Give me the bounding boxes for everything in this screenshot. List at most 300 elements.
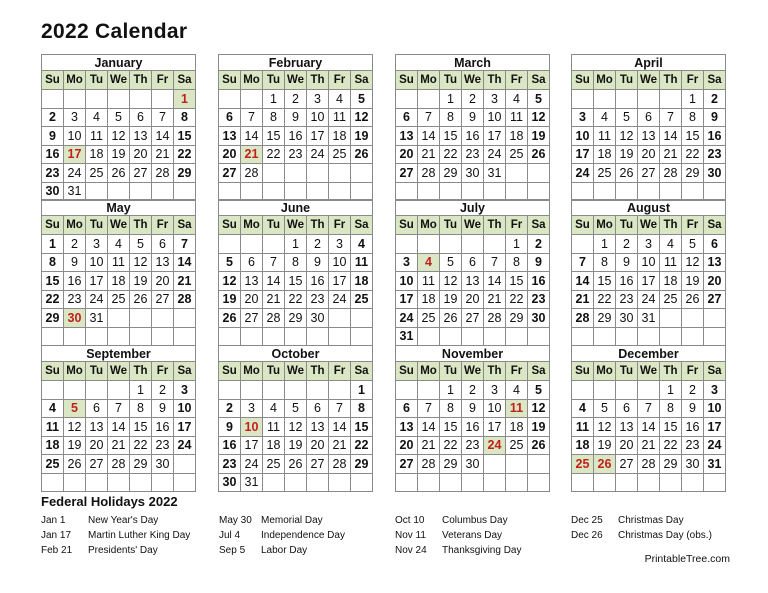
month-name: September (41, 345, 196, 361)
day-cell: 10 (572, 127, 594, 146)
day-cell (528, 164, 550, 183)
day-cell (263, 164, 285, 183)
weekday-header: Th (307, 71, 329, 90)
weekday-header: Th (484, 71, 506, 90)
day-cell: 13 (616, 418, 638, 437)
month-april (571, 54, 726, 201)
holiday-row (571, 513, 712, 528)
day-cell: 5 (64, 399, 86, 418)
day-cell: 25 (86, 164, 108, 183)
day-cell: 19 (616, 145, 638, 164)
day-cell: 1 (130, 381, 152, 400)
day-cell: 29 (285, 309, 307, 328)
day-cell (108, 473, 130, 492)
day-cell: 25 (108, 290, 130, 309)
day-cell: 9 (219, 418, 241, 437)
day-cell: 16 (285, 127, 307, 146)
day-cell: 19 (594, 436, 616, 455)
day-cell: 23 (616, 290, 638, 309)
day-cell: 18 (329, 127, 351, 146)
day-cell: 7 (638, 399, 660, 418)
day-cell: 4 (506, 90, 528, 109)
weekday-header: We (462, 71, 484, 90)
day-cell: 11 (594, 127, 616, 146)
day-cell: 16 (42, 145, 64, 164)
day-cell: 30 (152, 455, 174, 474)
day-cell: 12 (108, 127, 130, 146)
weekday-header: Tu (440, 362, 462, 381)
day-cell: 28 (174, 290, 196, 309)
day-cell: 22 (660, 436, 682, 455)
day-cell: 15 (440, 418, 462, 437)
weekday-header: Fr (682, 71, 704, 90)
day-cell: 3 (638, 235, 660, 254)
day-cell: 20 (638, 145, 660, 164)
weekday-header: Th (484, 362, 506, 381)
day-cell (174, 473, 196, 492)
weekday-header: We (285, 71, 307, 90)
day-cell: 19 (285, 436, 307, 455)
day-cell: 31 (396, 327, 418, 346)
holiday-column (571, 513, 712, 543)
day-cell (86, 182, 108, 201)
weekday-header: Tu (263, 216, 285, 235)
day-cell: 28 (660, 164, 682, 183)
day-cell (329, 182, 351, 201)
holiday-row (41, 528, 190, 543)
month-name: October (218, 345, 373, 361)
weekday-header: Sa (704, 71, 726, 90)
day-cell: 1 (506, 235, 528, 254)
day-cell (241, 235, 263, 254)
day-cell: 7 (484, 253, 506, 272)
day-cell (704, 473, 726, 492)
day-cell: 26 (528, 145, 550, 164)
day-cell (484, 455, 506, 474)
month-name: May (41, 199, 196, 215)
day-cell: 23 (462, 436, 484, 455)
day-cell: 11 (329, 108, 351, 127)
day-cell (704, 309, 726, 328)
day-cell: 8 (174, 108, 196, 127)
day-cell (351, 182, 373, 201)
day-cell: 28 (263, 309, 285, 328)
day-cell: 16 (462, 418, 484, 437)
day-cell: 22 (506, 290, 528, 309)
day-cell (351, 309, 373, 328)
day-cell (484, 473, 506, 492)
day-cell: 18 (263, 436, 285, 455)
day-cell: 19 (64, 436, 86, 455)
day-cell: 18 (418, 290, 440, 309)
day-cell (682, 182, 704, 201)
day-cell: 7 (263, 253, 285, 272)
day-cell: 6 (396, 399, 418, 418)
day-cell: 3 (572, 108, 594, 127)
day-cell (594, 381, 616, 400)
day-cell (219, 327, 241, 346)
day-cell (64, 90, 86, 109)
day-cell: 19 (219, 290, 241, 309)
day-cell: 31 (86, 309, 108, 328)
day-cell: 4 (418, 253, 440, 272)
day-cell: 17 (484, 127, 506, 146)
weekday-header: Mo (241, 71, 263, 90)
day-cell (704, 182, 726, 201)
day-cell: 17 (396, 290, 418, 309)
month-name: February (218, 54, 373, 70)
day-cell: 27 (704, 290, 726, 309)
day-cell: 19 (528, 127, 550, 146)
day-cell: 4 (660, 235, 682, 254)
day-cell: 1 (594, 235, 616, 254)
day-cell: 15 (42, 272, 64, 291)
day-cell: 6 (86, 399, 108, 418)
day-cell: 11 (506, 399, 528, 418)
day-cell: 25 (660, 290, 682, 309)
day-cell: 25 (418, 309, 440, 328)
weekday-header: Sa (351, 71, 373, 90)
day-cell: 27 (130, 164, 152, 183)
holiday-row (571, 528, 712, 543)
holiday-name: Martin Luther King Day (88, 530, 191, 541)
day-cell: 10 (329, 253, 351, 272)
weekday-header: We (285, 216, 307, 235)
day-cell: 17 (307, 127, 329, 146)
weekday-header: Su (42, 362, 64, 381)
day-cell: 8 (130, 399, 152, 418)
day-cell: 13 (241, 272, 263, 291)
month-january (41, 54, 196, 201)
day-cell (108, 381, 130, 400)
day-cell (86, 381, 108, 400)
day-cell: 23 (307, 290, 329, 309)
day-cell: 7 (660, 108, 682, 127)
weekday-header: Fr (152, 362, 174, 381)
weekday-header: Sa (704, 216, 726, 235)
day-cell: 23 (528, 290, 550, 309)
weekday-header: We (285, 362, 307, 381)
day-cell: 3 (241, 399, 263, 418)
day-cell: 8 (351, 399, 373, 418)
day-cell: 19 (440, 290, 462, 309)
day-cell: 30 (462, 455, 484, 474)
day-cell: 6 (130, 108, 152, 127)
holiday-name: Veterans Day (442, 530, 503, 541)
day-cell (462, 235, 484, 254)
day-cell: 13 (219, 127, 241, 146)
day-cell: 26 (682, 290, 704, 309)
day-cell: 18 (594, 145, 616, 164)
weekday-header: Mo (594, 362, 616, 381)
day-cell: 28 (484, 309, 506, 328)
day-cell: 13 (462, 272, 484, 291)
holidays-title: Federal Holidays 2022 (41, 494, 178, 509)
holiday-date: Feb 21 (41, 545, 73, 556)
weekday-header: Th (484, 216, 506, 235)
weekday-header: Mo (418, 216, 440, 235)
weekday-header: Sa (704, 362, 726, 381)
day-cell: 3 (86, 235, 108, 254)
day-cell (462, 473, 484, 492)
holiday-date: Jan 17 (41, 530, 72, 541)
day-cell (285, 381, 307, 400)
day-cell (241, 381, 263, 400)
day-cell: 5 (528, 90, 550, 109)
day-cell: 28 (329, 455, 351, 474)
day-cell: 29 (440, 164, 462, 183)
month-name: July (395, 199, 550, 215)
day-cell: 5 (440, 253, 462, 272)
day-cell (108, 309, 130, 328)
day-cell: 12 (594, 418, 616, 437)
day-cell: 4 (42, 399, 64, 418)
weekday-header: Fr (682, 216, 704, 235)
day-cell: 6 (704, 235, 726, 254)
day-cell: 22 (130, 436, 152, 455)
day-cell: 24 (638, 290, 660, 309)
day-cell: 1 (285, 235, 307, 254)
day-cell (263, 473, 285, 492)
day-cell: 17 (329, 272, 351, 291)
day-cell: 14 (152, 127, 174, 146)
holiday-date: Jan 1 (41, 515, 66, 526)
day-cell: 18 (108, 272, 130, 291)
weekday-header: Su (219, 362, 241, 381)
day-cell (219, 90, 241, 109)
day-cell: 5 (594, 399, 616, 418)
holiday-row (41, 513, 190, 528)
day-cell: 1 (440, 90, 462, 109)
day-cell: 7 (152, 108, 174, 127)
day-cell: 4 (263, 399, 285, 418)
weekday-header: Mo (594, 216, 616, 235)
day-cell: 25 (351, 290, 373, 309)
day-cell (440, 235, 462, 254)
weekday-header: Su (572, 362, 594, 381)
day-cell: 20 (704, 272, 726, 291)
day-cell (263, 235, 285, 254)
day-cell: 8 (594, 253, 616, 272)
day-cell: 22 (682, 145, 704, 164)
day-cell (351, 473, 373, 492)
day-cell: 11 (660, 253, 682, 272)
day-cell (152, 473, 174, 492)
day-cell: 3 (174, 381, 196, 400)
day-cell: 29 (174, 164, 196, 183)
day-cell: 10 (174, 399, 196, 418)
day-cell: 10 (704, 399, 726, 418)
day-cell: 15 (594, 272, 616, 291)
day-cell: 14 (329, 418, 351, 437)
day-cell (660, 473, 682, 492)
month-name: January (41, 54, 196, 70)
day-cell (130, 327, 152, 346)
day-cell: 24 (329, 290, 351, 309)
day-cell: 16 (462, 127, 484, 146)
day-cell: 18 (351, 272, 373, 291)
day-cell: 15 (506, 272, 528, 291)
day-cell (594, 90, 616, 109)
day-cell: 14 (418, 127, 440, 146)
day-cell: 14 (418, 418, 440, 437)
day-cell: 10 (484, 108, 506, 127)
day-cell: 27 (152, 290, 174, 309)
weekday-header: Tu (440, 71, 462, 90)
day-cell (130, 182, 152, 201)
day-cell: 13 (396, 418, 418, 437)
day-cell: 3 (484, 381, 506, 400)
day-cell (660, 182, 682, 201)
day-cell: 1 (660, 381, 682, 400)
weekday-header: Mo (241, 362, 263, 381)
day-cell: 28 (638, 455, 660, 474)
day-cell: 1 (263, 90, 285, 109)
day-cell: 14 (263, 272, 285, 291)
day-cell: 27 (396, 164, 418, 183)
holiday-date: Nov 24 (395, 545, 427, 556)
day-cell: 17 (174, 418, 196, 437)
day-cell: 21 (660, 145, 682, 164)
weekday-header: Tu (263, 362, 285, 381)
day-cell: 9 (152, 399, 174, 418)
day-cell: 17 (86, 272, 108, 291)
day-cell: 1 (351, 381, 373, 400)
holiday-column (395, 513, 521, 558)
day-cell: 6 (638, 108, 660, 127)
weekday-header: Fr (152, 216, 174, 235)
holiday-date: Nov 11 (395, 530, 426, 541)
footer-credit: PrintableTree.com (644, 553, 730, 565)
holiday-name: Christmas Day (obs.) (618, 530, 712, 541)
day-cell (418, 381, 440, 400)
day-cell: 27 (462, 309, 484, 328)
month-name: November (395, 345, 550, 361)
day-cell: 15 (440, 127, 462, 146)
day-cell: 5 (219, 253, 241, 272)
page-title: 2022 Calendar (41, 20, 188, 43)
day-cell (130, 90, 152, 109)
day-cell (329, 164, 351, 183)
day-cell: 2 (682, 381, 704, 400)
weekday-header: Su (219, 71, 241, 90)
day-cell: 13 (638, 127, 660, 146)
day-cell (329, 381, 351, 400)
day-cell: 6 (219, 108, 241, 127)
day-cell: 24 (174, 436, 196, 455)
day-cell: 30 (307, 309, 329, 328)
day-cell (396, 381, 418, 400)
month-name: April (571, 54, 726, 70)
day-cell (462, 182, 484, 201)
day-cell (484, 182, 506, 201)
holiday-name: Christmas Day (618, 515, 684, 526)
month-name: August (571, 199, 726, 215)
holiday-row (219, 543, 345, 558)
day-cell (329, 309, 351, 328)
day-cell: 26 (594, 455, 616, 474)
day-cell: 2 (42, 108, 64, 127)
day-cell (108, 182, 130, 201)
day-cell: 5 (285, 399, 307, 418)
weekday-header: Sa (174, 362, 196, 381)
day-cell: 16 (307, 272, 329, 291)
day-cell: 12 (219, 272, 241, 291)
day-cell: 25 (329, 145, 351, 164)
day-cell (86, 327, 108, 346)
day-cell: 24 (572, 164, 594, 183)
day-cell (440, 473, 462, 492)
weekday-header: Su (572, 216, 594, 235)
weekday-header: We (108, 362, 130, 381)
day-cell (594, 327, 616, 346)
day-cell (638, 381, 660, 400)
day-cell: 26 (440, 309, 462, 328)
day-cell: 5 (682, 235, 704, 254)
day-cell (396, 90, 418, 109)
day-cell: 30 (528, 309, 550, 328)
day-cell: 12 (130, 253, 152, 272)
day-cell: 6 (396, 108, 418, 127)
day-cell (396, 235, 418, 254)
day-cell (484, 327, 506, 346)
day-cell: 7 (418, 108, 440, 127)
day-cell (396, 473, 418, 492)
day-cell (572, 90, 594, 109)
weekday-header: Th (660, 71, 682, 90)
day-cell (42, 381, 64, 400)
weekday-header: Mo (418, 71, 440, 90)
day-cell: 5 (130, 235, 152, 254)
day-cell (285, 164, 307, 183)
day-cell (307, 327, 329, 346)
day-cell: 29 (594, 309, 616, 328)
day-cell: 19 (682, 272, 704, 291)
month-february (218, 54, 373, 201)
day-cell (616, 327, 638, 346)
month-november (395, 345, 550, 492)
day-cell (660, 309, 682, 328)
day-cell: 16 (528, 272, 550, 291)
day-cell: 27 (86, 455, 108, 474)
holiday-name: New Year's Day (88, 515, 159, 526)
day-cell (152, 90, 174, 109)
day-cell: 14 (108, 418, 130, 437)
day-cell: 13 (307, 418, 329, 437)
day-cell: 7 (241, 108, 263, 127)
day-cell (660, 90, 682, 109)
day-cell: 27 (307, 455, 329, 474)
day-cell (130, 309, 152, 328)
day-cell: 16 (682, 418, 704, 437)
holiday-name: Columbus Day (442, 515, 508, 526)
day-cell: 28 (418, 164, 440, 183)
day-cell (174, 455, 196, 474)
day-cell (219, 235, 241, 254)
day-cell: 13 (130, 127, 152, 146)
day-cell: 5 (351, 90, 373, 109)
day-cell: 28 (241, 164, 263, 183)
day-cell (572, 473, 594, 492)
weekday-header: Th (130, 71, 152, 90)
weekday-header: We (638, 362, 660, 381)
weekday-header: Th (130, 362, 152, 381)
day-cell: 15 (682, 127, 704, 146)
holiday-row (395, 528, 521, 543)
day-cell: 8 (506, 253, 528, 272)
day-cell: 5 (108, 108, 130, 127)
day-cell: 30 (682, 455, 704, 474)
